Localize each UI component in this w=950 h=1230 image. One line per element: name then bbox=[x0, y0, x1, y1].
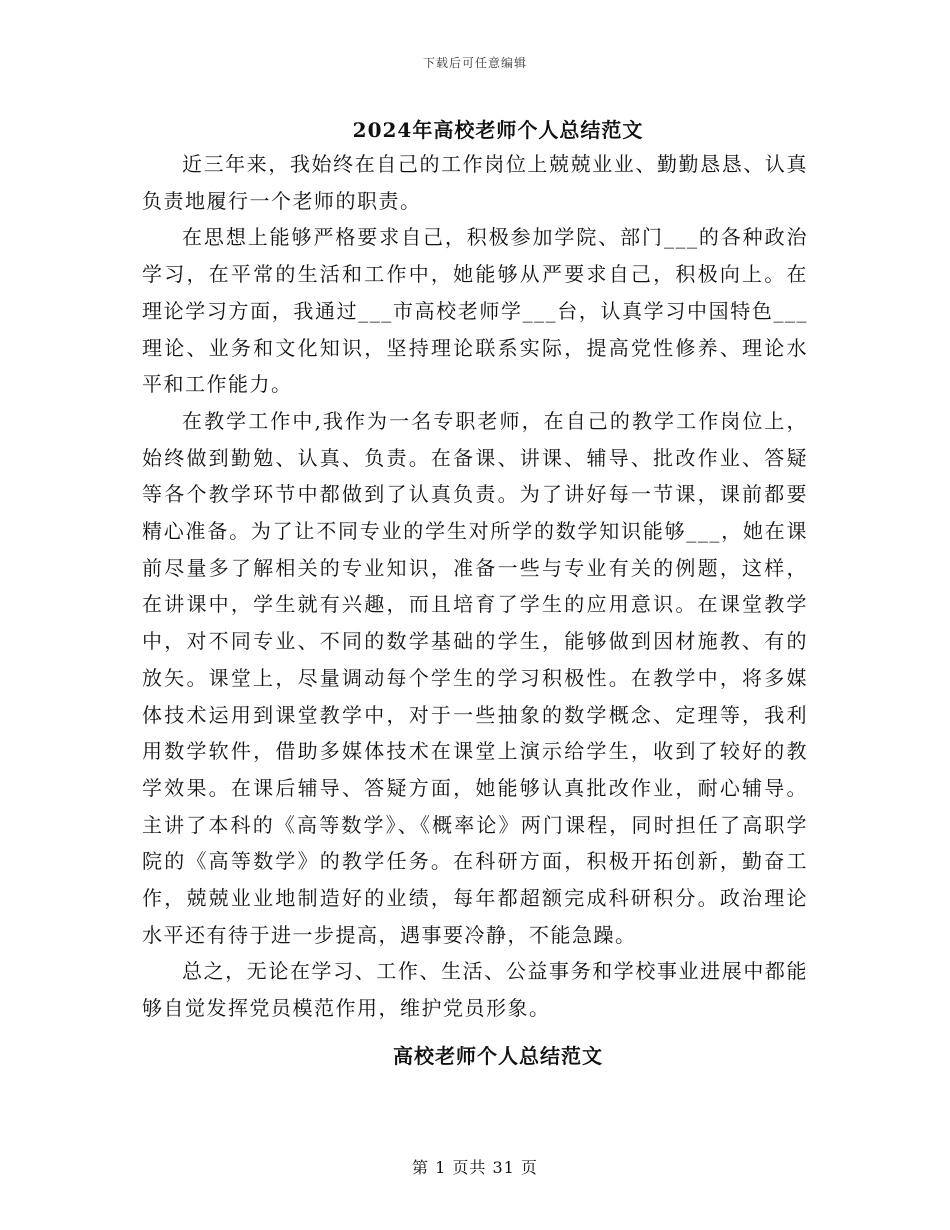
page-number: 第 1 页共 31 页 bbox=[412, 1158, 538, 1177]
page-header-note: 下载后可任意编辑 bbox=[422, 56, 527, 70]
paragraph-teaching-work: 在教学工作中,我作为一名专职老师，在自己的教学工作岗位上，始终做到勤勉、认真、负责。在备课、讲课、辅导、批改作业、答疑等各个教学环节中都做到了认真负责。为了讲好每一节课，课前都要精心准备。为了让不同专业的学生对所学的数学知识能够___，她在课前尽量多了解相关的专业知识，准备一些与专业有关的例题，这样，在讲课中，学生就有兴趣，而且培育了学生的应用意识。在课堂教学中，对不同专业、不同的数学基础的学生，能够做到因材施教、有的放矢。课堂上，尽量调动每个学生的学习积极性。在教学中，将多媒体技术运用到课堂教学中，对于一些抽象的数学概念、定理等，我利用数学软件，借助多媒体技术在课堂上演示给学生，收到了较好的教学效果。在课后辅导、答疑方面，她能够认真批改作业，耐心辅导。主讲了本科的《高等数学》、《概率论》两门课程，同时担任了高职学院的《高等数学》的教学任务。在科研方面，积极开拓创新，勤奋工作，兢兢业业地制造好的业绩，每年都超额完成科研积分。政治理论水平还有待于进一步提高，遇事要冷静，不能急躁。 bbox=[142, 408, 808, 947]
document-body bbox=[142, 146, 808, 1027]
document-title: 2024年高校老师个人总结范文 bbox=[352, 118, 644, 142]
paragraph-political-study: 在思想上能够严格要求自己，积极参加学院、部门___的各种政治学习，在平常的生活和工作中，她能够从严要求自己，积极向上。在理论学习方面，我通过___市高校老师学___台，认真学习中国特色___理论、业务和文化知识，坚持理论联系实际，提高党性修养、理论水平和工作能力。 bbox=[142, 225, 808, 397]
paragraph-conclusion: 总之，无论在学习、工作、生活、公益事务和学校事业进展中都能够自觉发挥党员模范作用，维护党员形象。 bbox=[142, 959, 808, 1021]
document-subtitle: 高校老师个人总结范文 bbox=[393, 1044, 603, 1068]
paragraph-intro: 近三年来，我始终在自己的工作岗位上兢兢业业、勤勤恳恳、认真负责地履行一个老师的职责。 bbox=[142, 152, 808, 213]
